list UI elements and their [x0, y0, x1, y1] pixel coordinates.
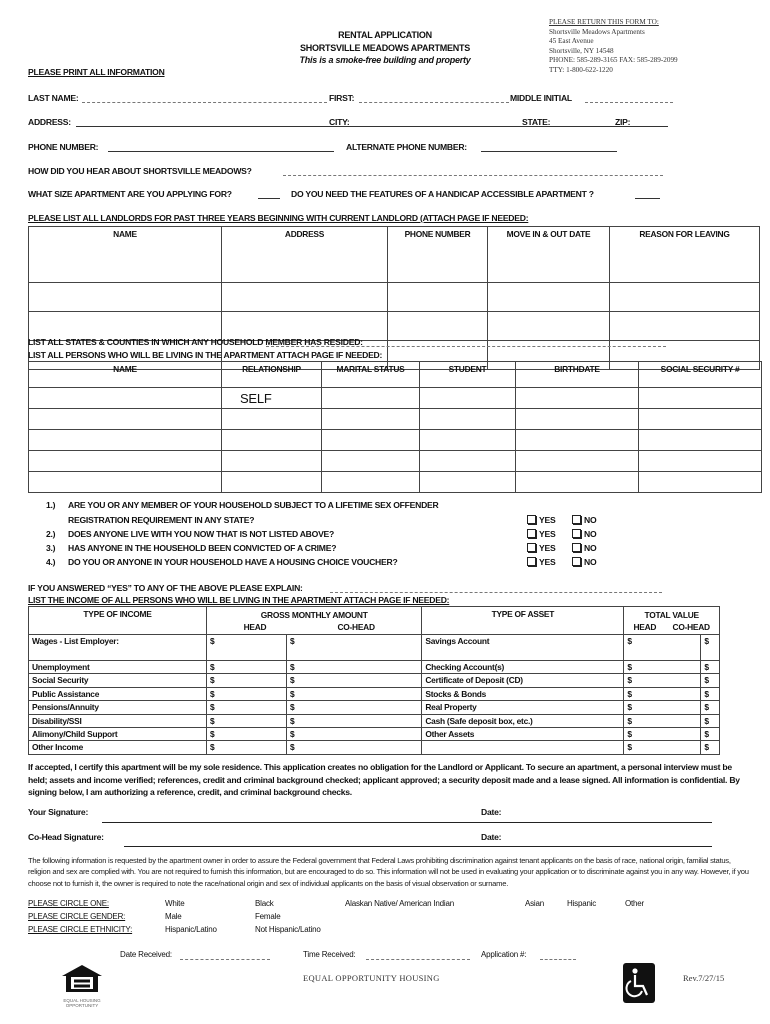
cell[interactable]	[222, 451, 322, 472]
cell[interactable]	[322, 472, 420, 493]
race-label: PLEASE CIRCLE ONE:	[28, 899, 109, 908]
cell[interactable]	[29, 409, 222, 430]
ethnicity-label: PLEASE CIRCLE ETHNICITY:	[28, 925, 133, 934]
race-option-black[interactable]: Black	[255, 899, 274, 908]
equal-housing-logo	[56, 963, 108, 1008]
cohead-amount[interactable]: $	[287, 701, 422, 714]
col-birthdate: BIRTHDATE	[516, 362, 639, 388]
cohead-amount[interactable]: $	[287, 714, 422, 727]
table-row	[29, 451, 762, 472]
cell[interactable]	[610, 283, 760, 312]
question-3-text: HAS ANYONE IN THE HOUSEHOLD BEEN CONVICTED OF A CRIME?	[68, 543, 337, 553]
revision-date: Rev.7/27/15	[683, 973, 725, 983]
cell[interactable]	[322, 430, 420, 451]
no-label: NO	[584, 529, 597, 539]
q1-yes-checkbox[interactable]	[527, 515, 555, 525]
question-3-number: 3.)	[46, 543, 56, 553]
cell[interactable]	[610, 312, 760, 341]
relationship-self: SELF	[240, 390, 272, 406]
cell[interactable]	[322, 409, 420, 430]
income-type: Wages - List Employer:	[29, 635, 207, 661]
col-type-asset: TYPE OF ASSET	[422, 607, 624, 635]
landlords-table	[28, 226, 760, 370]
alt-phone-field[interactable]	[481, 151, 617, 152]
cell[interactable]	[420, 472, 516, 493]
col-marital: MARITAL STATUS	[322, 362, 420, 388]
col-phone: PHONE NUMBER	[388, 227, 488, 283]
cohead-asset-value[interactable]: $	[701, 674, 720, 687]
head-amount[interactable]: $	[207, 741, 287, 754]
cell[interactable]	[222, 430, 322, 451]
head-asset-value[interactable]: $	[624, 674, 701, 687]
smoke-free-notice: This is a smoke-free building and property	[299, 55, 471, 65]
asset-type: Certificate of Deposit (CD)	[422, 674, 624, 687]
states-counties-label: LIST ALL STATES & COUNTIES IN WHICH ANY HOUSEHOLD MEMBER HAS RESIDED:	[28, 337, 363, 347]
income-type: Pensions/Annuity	[29, 701, 207, 714]
cell[interactable]	[420, 451, 516, 472]
cohead-amount[interactable]: $	[287, 741, 422, 754]
cell[interactable]	[388, 312, 488, 341]
col-name: NAME	[29, 362, 222, 388]
cohead-asset-value[interactable]: $	[701, 635, 720, 661]
cell[interactable]	[420, 430, 516, 451]
handicap-field[interactable]	[635, 198, 660, 199]
cell[interactable]	[29, 451, 222, 472]
q2-no-checkbox[interactable]	[572, 529, 596, 539]
zip-label: ZIP:	[615, 117, 631, 127]
wheelchair-icon	[623, 963, 655, 1003]
handicap-label: DO YOU NEED THE FEATURES OF A HANDICAP ACCESSIBLE APARTMENT ?	[291, 189, 594, 199]
q4-yes-checkbox[interactable]	[527, 557, 555, 567]
yes-label: YES	[539, 557, 556, 567]
head-amount[interactable]: $	[207, 701, 287, 714]
address-label: ADDRESS:	[28, 117, 71, 127]
col-type-income: TYPE OF INCOME	[29, 607, 207, 635]
q1-no-checkbox[interactable]	[572, 515, 596, 525]
return-address	[549, 18, 678, 76]
head-asset-value[interactable]: $	[624, 714, 701, 727]
question-4-text: DO YOU OR ANYONE IN YOUR HOUSEHOLD HAVE A HOUSING CHOICE VOUCHER?	[68, 557, 398, 567]
head-asset-value[interactable]: $	[624, 701, 701, 714]
last-name-field[interactable]	[82, 102, 327, 103]
race-option-other[interactable]: Other	[625, 899, 645, 908]
income-heading: LIST THE INCOME OF ALL PERSONS WHO WILL BE LIVING IN THE APARTMENT ATTACH PAGE IF NEEDED:	[28, 595, 450, 605]
cohead-asset-value[interactable]: $	[701, 727, 720, 740]
cell[interactable]	[222, 472, 322, 493]
cell[interactable]	[222, 283, 388, 312]
cohead-label: CO-HEAD	[337, 622, 375, 632]
race-option-white[interactable]: White	[165, 899, 185, 908]
head-asset-value[interactable]: $	[624, 727, 701, 740]
date-received-label: Date Received:	[120, 950, 172, 959]
property-name: SHORTSVILLE MEADOWS APARTMENTS	[300, 43, 470, 53]
income-row	[29, 741, 720, 754]
gross-label: GROSS MONTHLY AMOUNT	[260, 610, 368, 620]
cohead-amount[interactable]: $	[287, 674, 422, 687]
certification-text: If accepted, I certify this apartment will be my sole residence. This application creates no obligation for the Landlord or Applicant. To secure an apartment, a personal interview must be held; assets and income verified; references, credit and criminal background checked; applicant approved; a security deposit made and a lease signed. All information is confidential. By signing below, I am authorizing a reference, credit, and criminal background checks.	[28, 762, 740, 797]
cell[interactable]	[639, 430, 762, 451]
income-type: Public Assistance	[29, 687, 207, 700]
income-type: Alimony/Child Support	[29, 727, 207, 740]
asset-type: Other Assets	[422, 727, 624, 740]
head-asset-value[interactable]: $	[624, 661, 701, 674]
no-label: NO	[584, 543, 597, 553]
middle-initial-field[interactable]	[585, 102, 673, 103]
time-received-label: Time Received:	[303, 950, 356, 959]
col-reason: REASON FOR LEAVING	[610, 227, 760, 283]
col-relationship: RELATIONSHIP	[222, 362, 322, 388]
time-received-field[interactable]	[366, 959, 470, 960]
col-ssn: SOCIAL SECURITY #	[639, 362, 762, 388]
cell[interactable]	[29, 388, 222, 409]
head-label: HEAD	[633, 622, 657, 632]
ethnicity-option-not-hispanic[interactable]: Not Hispanic/Latino	[255, 925, 321, 934]
explain-field[interactable]	[330, 592, 662, 593]
head-amount[interactable]: $	[207, 661, 287, 674]
ethnicity-option-hispanic[interactable]: Hispanic/Latino	[165, 925, 217, 934]
checkbox-icon	[527, 543, 536, 552]
race-option-hispanic[interactable]: Hispanic	[567, 899, 597, 908]
income-row	[29, 687, 720, 700]
middle-initial-label: MIDDLE INITIAL	[510, 93, 572, 103]
q3-yes-checkbox[interactable]	[527, 543, 555, 553]
checkbox-icon	[572, 557, 581, 566]
cell[interactable]	[322, 451, 420, 472]
date-received-field[interactable]	[180, 959, 270, 960]
q3-no-checkbox[interactable]	[572, 543, 596, 553]
address-field[interactable]	[76, 126, 668, 127]
income-type: Social Security	[29, 674, 207, 687]
income-type: Unemployment	[29, 661, 207, 674]
return-phone-fax: PHONE: 585-289-3165 FAX: 585-289-2099	[549, 56, 678, 65]
federal-notice: The following information is requested by the apartment owner in order to assure the Federal government that Federal Laws prohibiting discrimination against tenant applicants on the basis of race, national origin, familial status, religion and sex are complied with. You are not required to furnish this information, but are encouraged to do so. This information will not be used in evaluating your application or to discriminate against you in any way. However, if you choose not to furnish it, the owner is required to note the race/national origin and sex of individual applicants on the basis of visual observation or surname.	[28, 856, 749, 888]
application-number-label: Application #:	[481, 950, 527, 959]
cell[interactable]	[488, 283, 610, 312]
cell[interactable]	[516, 409, 639, 430]
cell[interactable]	[29, 472, 222, 493]
cell[interactable]	[639, 451, 762, 472]
question-1-number: 1.)	[46, 500, 56, 510]
asset-type: Cash (Safe deposit box, etc.)	[422, 714, 624, 727]
cohead-asset-value[interactable]: $	[701, 687, 720, 700]
q4-no-checkbox[interactable]	[572, 557, 596, 567]
how-hear-field[interactable]	[283, 175, 663, 176]
asset-type: Stocks & Bonds	[422, 687, 624, 700]
cell[interactable]	[420, 409, 516, 430]
landlords-heading: PLEASE LIST ALL LANDLORDS FOR PAST THREE YEARS BEGINNING WITH CURRENT LANDLORD (ATTACH PAGE IF NEEDED:	[28, 213, 529, 223]
cohead-signature-field[interactable]	[124, 846, 712, 847]
phone-label: PHONE NUMBER:	[28, 142, 99, 152]
question-1-text: ARE YOU OR ANY MEMBER OF YOUR HOUSEHOLD SUBJECT TO A LIFETIME SEX OFFENDER	[68, 500, 439, 510]
head-label: HEAD	[243, 622, 267, 632]
race-option-alaskan[interactable]: Alaskan Native/ American Indian	[345, 899, 454, 908]
alt-phone-label: ALTERNATE PHONE NUMBER:	[346, 142, 467, 152]
city-label: CITY:	[329, 117, 350, 127]
cohead-asset-value[interactable]: $	[701, 714, 720, 727]
asset-type: Savings Account	[422, 635, 624, 661]
table-row	[29, 430, 762, 451]
gender-option-male[interactable]: Male	[165, 912, 182, 921]
total-label: TOTAL VALUE	[644, 610, 699, 620]
your-signature-field[interactable]	[102, 822, 712, 823]
checkbox-icon	[572, 543, 581, 552]
income-type: Other Income	[29, 741, 207, 754]
table-row	[29, 283, 760, 312]
yes-label: YES	[539, 529, 556, 539]
your-signature-label: Your Signature:	[28, 807, 89, 817]
col-name: NAME	[29, 227, 222, 283]
cohead-amount[interactable]: $	[287, 661, 422, 674]
cohead-amount[interactable]: $	[287, 687, 422, 700]
yes-label: YES	[539, 543, 556, 553]
gender-label: PLEASE CIRCLE GENDER:	[28, 912, 126, 921]
return-street: 45 East Avenue	[549, 37, 594, 46]
state-label: STATE:	[522, 117, 551, 127]
cell[interactable]	[420, 388, 516, 409]
table-row	[29, 388, 762, 409]
q2-yes-checkbox[interactable]	[527, 529, 555, 539]
no-label: NO	[584, 557, 597, 567]
form-title: RENTAL APPLICATION	[338, 30, 432, 40]
cell[interactable]	[322, 388, 420, 409]
question-4-number: 4.)	[46, 557, 56, 567]
print-notice: PLEASE PRINT ALL INFORMATION	[28, 67, 165, 77]
table-row	[29, 409, 762, 430]
table-row	[29, 472, 762, 493]
cell[interactable]	[388, 283, 488, 312]
how-hear-label: HOW DID YOU HEAR ABOUT SHORTSVILLE MEADOWS?	[28, 166, 252, 176]
application-number-field[interactable]	[540, 959, 576, 960]
head-amount[interactable]: $	[207, 714, 287, 727]
equal-housing-logo-text: EQUAL HOUSING OPPORTUNITY	[63, 998, 101, 1008]
apartment-size-label: WHAT SIZE APARTMENT ARE YOU APPLYING FOR?	[28, 189, 232, 199]
cell[interactable]	[516, 430, 639, 451]
head-amount[interactable]: $	[207, 687, 287, 700]
checkbox-icon	[527, 515, 536, 524]
no-label: NO	[584, 515, 597, 525]
head-amount[interactable]: $	[207, 727, 287, 740]
equal-housing-house-icon	[56, 963, 108, 993]
return-name: Shortsville Meadows Apartments	[549, 27, 645, 36]
first-name-field[interactable]	[359, 102, 509, 103]
checkbox-icon	[572, 529, 581, 538]
question-2-text: DOES ANYONE LIVE WITH YOU NOW THAT IS NOT LISTED ABOVE?	[68, 529, 335, 539]
col-move-date: MOVE IN & OUT DATE	[488, 227, 610, 283]
cell[interactable]	[639, 409, 762, 430]
return-tty: TTY: 1-800-622-1220	[549, 65, 613, 74]
income-row	[29, 674, 720, 687]
cohead-asset-value[interactable]: $	[701, 741, 720, 754]
explain-label: IF YOU ANSWERED “YES” TO ANY OF THE ABOVE PLEASE EXPLAIN:	[28, 583, 303, 593]
last-name-label: LAST NAME:	[28, 93, 79, 103]
head-asset-value[interactable]: $	[624, 635, 701, 661]
income-table	[28, 606, 720, 755]
head-asset-value[interactable]: $	[624, 687, 701, 700]
return-city: Shortsville, NY 14548	[549, 46, 614, 55]
income-row	[29, 661, 720, 674]
col-student: STUDENT	[420, 362, 516, 388]
apartment-size-field[interactable]	[258, 198, 280, 199]
cell[interactable]	[222, 388, 322, 409]
income-row	[29, 714, 720, 727]
checkbox-icon	[527, 557, 536, 566]
cohead-date-label: Date:	[481, 832, 502, 842]
col-gross-monthly	[207, 607, 422, 635]
cell[interactable]	[516, 451, 639, 472]
cohead-signature-label: Co-Head Signature:	[28, 832, 104, 842]
income-row	[29, 701, 720, 714]
cell[interactable]	[29, 430, 222, 451]
equal-opportunity-housing: EQUAL OPPORTUNITY HOUSING	[303, 973, 440, 983]
cell[interactable]	[639, 388, 762, 409]
your-date-label: Date:	[481, 807, 502, 817]
cohead-label: CO-HEAD	[672, 622, 710, 632]
checkbox-icon	[527, 529, 536, 538]
cohead-asset-value[interactable]: $	[701, 701, 720, 714]
cell[interactable]	[29, 283, 222, 312]
household-heading: LIST ALL PERSONS WHO WILL BE LIVING IN THE APARTMENT ATTACH PAGE IF NEEDED:	[28, 350, 383, 360]
col-total-value	[624, 607, 720, 635]
income-row	[29, 727, 720, 740]
first-name-label: FIRST:	[329, 93, 355, 103]
household-table	[28, 361, 762, 493]
income-row	[29, 635, 720, 661]
col-address: ADDRESS	[222, 227, 388, 283]
return-label: PLEASE RETURN THIS FORM TO:	[549, 18, 659, 26]
cell[interactable]	[516, 388, 639, 409]
asset-type	[422, 741, 624, 754]
race-option-asian[interactable]: Asian	[525, 899, 545, 908]
cell[interactable]	[639, 472, 762, 493]
cohead-amount[interactable]: $	[287, 635, 422, 661]
income-type: Disability/SSI	[29, 714, 207, 727]
checkbox-icon	[572, 515, 581, 524]
question-1-text-cont: REGISTRATION REQUIREMENT IN ANY STATE?	[68, 515, 255, 525]
asset-type: Real Property	[422, 701, 624, 714]
cell[interactable]	[488, 312, 610, 341]
phone-field[interactable]	[108, 151, 334, 152]
head-amount[interactable]: $	[207, 674, 287, 687]
asset-type: Checking Account(s)	[422, 661, 624, 674]
yes-label: YES	[539, 515, 556, 525]
cell[interactable]	[516, 472, 639, 493]
head-amount[interactable]: $	[207, 635, 287, 661]
head-asset-value[interactable]: $	[624, 741, 701, 754]
states-counties-field[interactable]	[266, 346, 666, 347]
cell[interactable]	[222, 409, 322, 430]
gender-option-female[interactable]: Female	[255, 912, 281, 921]
cohead-asset-value[interactable]: $	[701, 661, 720, 674]
question-2-number: 2.)	[46, 529, 56, 539]
cohead-amount[interactable]: $	[287, 727, 422, 740]
